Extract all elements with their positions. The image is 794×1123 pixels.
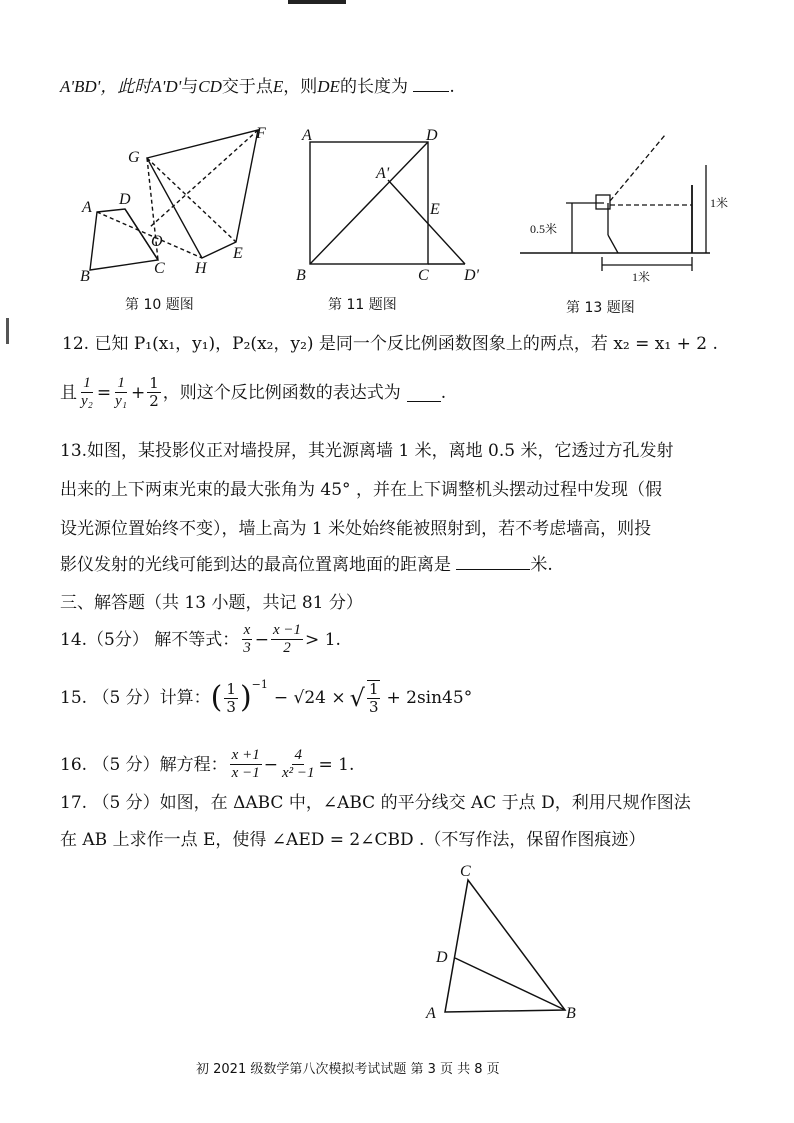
q13-text: 影仪发射的光线可能到达的最高位置离地面的距离是 xyxy=(60,555,451,575)
fig10-quad-gfeh xyxy=(147,130,258,258)
fig17-triangle-abc xyxy=(445,880,565,1012)
q15-part2: − √24 × xyxy=(273,688,346,708)
fig10-label-d: D xyxy=(119,191,131,208)
fig13-stand-leg xyxy=(608,235,618,253)
q12-frac-3 xyxy=(147,375,161,410)
denominator: 3 xyxy=(243,640,251,656)
fig10-quad-abcd xyxy=(90,209,158,270)
fig11-label-a: A xyxy=(302,127,312,144)
radical-sign: √ xyxy=(349,684,365,712)
q17-line1: 17. （5 分）如图，在 ΔABC 中，∠ABC 的平分线交 AC 于点 D，利用尺规作图法 xyxy=(60,793,691,813)
fig17-bisector-bd xyxy=(455,958,565,1010)
minus-sign: − xyxy=(254,629,270,650)
denominator: x −1 xyxy=(231,765,260,781)
q16-text: 16. （5 分）解方程： xyxy=(60,754,228,775)
answer-blank[interactable] xyxy=(456,569,530,570)
q11-text: A'BD'，此时 xyxy=(60,77,152,96)
q17-line2: 在 AB 上求作一点 E，使得 ∠AED = 2∠CBD .（不写作法，保留作图痕迹） xyxy=(60,830,646,850)
answer-blank[interactable] xyxy=(413,91,449,92)
denominator: x² −1 xyxy=(281,765,315,781)
numerator: x xyxy=(243,622,251,638)
q11-end: . xyxy=(449,77,455,97)
q11-seg: DE xyxy=(317,77,340,96)
q11-seg: CD xyxy=(198,77,222,96)
scan-left-mark xyxy=(6,318,9,344)
q14-line xyxy=(60,622,341,657)
figure-13 xyxy=(510,125,740,290)
fig13-label-05m: 0.5米 xyxy=(530,222,558,236)
q16-frac-2 xyxy=(280,747,317,782)
q15-frac-base xyxy=(224,681,238,716)
numerator: x +1 xyxy=(231,747,260,763)
q11-text: 交于点 xyxy=(221,77,273,97)
q12-line2 xyxy=(60,375,446,410)
denominator: 2 xyxy=(149,392,159,410)
fig10-diag-ge xyxy=(147,158,236,242)
fig10-label-o: O xyxy=(151,233,163,250)
q15-line xyxy=(60,680,472,716)
figure-11 xyxy=(290,122,490,287)
numerator: 1 xyxy=(368,680,379,698)
plus-sign: + xyxy=(131,382,146,403)
q12-line1: 12. 已知 P₁(x₁，y₁)，P₂(x₂，y₂) 是同一个反比例函数图象上的两点，若 x₂ = x₁ + 2 . xyxy=(62,334,718,354)
fig13-caption: 第 13 题图 xyxy=(566,300,635,316)
fig10-diag-ah xyxy=(97,212,202,258)
fig17-label-c: C xyxy=(460,863,471,880)
figure-17 xyxy=(420,860,590,1025)
exponent: −1 xyxy=(251,678,268,691)
q12-end: . xyxy=(440,382,447,403)
fig13-beam-upper xyxy=(610,135,665,201)
numerator: 1 xyxy=(117,375,125,391)
q11-point: E xyxy=(272,77,284,96)
q15-part3: + 2sin45° xyxy=(386,688,473,708)
q14-frac-1 xyxy=(241,622,253,657)
q14-text: 14.（5分） 解不等式： xyxy=(60,629,240,650)
numerator: 1 xyxy=(83,375,91,391)
q14-tail: > 1. xyxy=(305,629,341,650)
q11-text: 的长度为 xyxy=(339,77,408,97)
fig13-label-1m-right: 1米 xyxy=(710,196,729,210)
fig11-label-c: C xyxy=(418,267,429,284)
fig10-label-c: C xyxy=(154,260,165,277)
fig10-label-e: E xyxy=(233,245,243,262)
q14-frac-2 xyxy=(271,622,303,657)
q11-text: ，则 xyxy=(283,77,318,97)
fig17-label-a: A xyxy=(426,1005,436,1022)
paren-right: ) xyxy=(239,680,252,715)
q13-line4 xyxy=(60,554,553,576)
numerator: x −1 xyxy=(273,622,302,638)
fig10-label-a: A xyxy=(82,199,92,216)
q11-tail-line xyxy=(60,76,455,98)
fig11-label-d1: D' xyxy=(464,267,479,284)
fig11-label-d: D xyxy=(426,127,438,144)
minus-sign: − xyxy=(263,754,278,775)
q16-line xyxy=(60,747,354,782)
fig13-label-1m-bottom: 1米 xyxy=(632,270,651,284)
q13-line3: 设光源位置始终不变），墙上高为 1 米处始终能被照射到，若不考虑墙高，则投 xyxy=(60,519,652,539)
numerator: 1 xyxy=(149,374,159,392)
denominator: y₁ xyxy=(115,393,127,409)
q13-line2: 出来的上下两束光束的最大张角为 45° ，并在上下调整机头摆动过程中发现（假 xyxy=(60,480,662,500)
fig10-label-h: H xyxy=(195,260,207,277)
fig11-label-e: E xyxy=(430,201,440,218)
section-3-heading: 三、解答题（共 13 小题，共记 81 分） xyxy=(60,593,363,613)
fig10-caption: 第 10 题图 xyxy=(125,297,194,313)
q12-frac-2 xyxy=(113,375,129,410)
q13-line1: 13.如图，某投影仪正对墙投屏，其光源离墙 1 米，离地 0.5 米，它透过方孔发射 xyxy=(60,441,674,461)
figure-10 xyxy=(70,120,280,290)
fig17-label-d: D xyxy=(436,949,448,966)
fig11-caption: 第 11 题图 xyxy=(328,297,397,313)
fig11-label-a1: A' xyxy=(376,165,390,182)
paren-left: ( xyxy=(210,680,223,715)
fig11-label-b: B xyxy=(296,267,306,284)
q15-frac-rad xyxy=(367,680,381,716)
page-footer: 初 2021 级数学第八次模拟考试试题 第 3 页 共 8 页 xyxy=(196,1062,500,1077)
denominator: 2 xyxy=(283,640,291,656)
answer-blank[interactable] xyxy=(407,383,441,402)
scan-top-mark xyxy=(288,0,346,4)
fig10-label-f: F xyxy=(256,125,266,142)
fig17-label-b: B xyxy=(566,1005,576,1022)
q16-tail: = 1. xyxy=(318,754,355,775)
q16-frac-1 xyxy=(230,747,262,782)
q12-text: ，则这个反比例函数的表达式为 xyxy=(162,382,401,403)
denominator: 3 xyxy=(226,697,236,716)
q12-and: 且 xyxy=(60,382,77,403)
equals-sign: = xyxy=(96,382,112,403)
q11-seg: A'D' xyxy=(151,77,182,96)
denominator: 3 xyxy=(368,698,379,716)
fig10-label-b: B xyxy=(80,268,90,285)
numerator: 1 xyxy=(226,679,236,698)
q15-text: 15. （5 分）计算： xyxy=(60,688,211,708)
q12-frac-1 xyxy=(79,375,95,410)
denominator: y₂ xyxy=(81,393,93,409)
fig11-diag-bd xyxy=(310,142,428,264)
numerator: 4 xyxy=(294,747,302,763)
fig10-label-g: G xyxy=(128,149,140,166)
fig11-seg-a1d1 xyxy=(388,180,465,264)
q11-text: 与 xyxy=(181,77,199,97)
q13-unit: 米. xyxy=(530,555,553,575)
